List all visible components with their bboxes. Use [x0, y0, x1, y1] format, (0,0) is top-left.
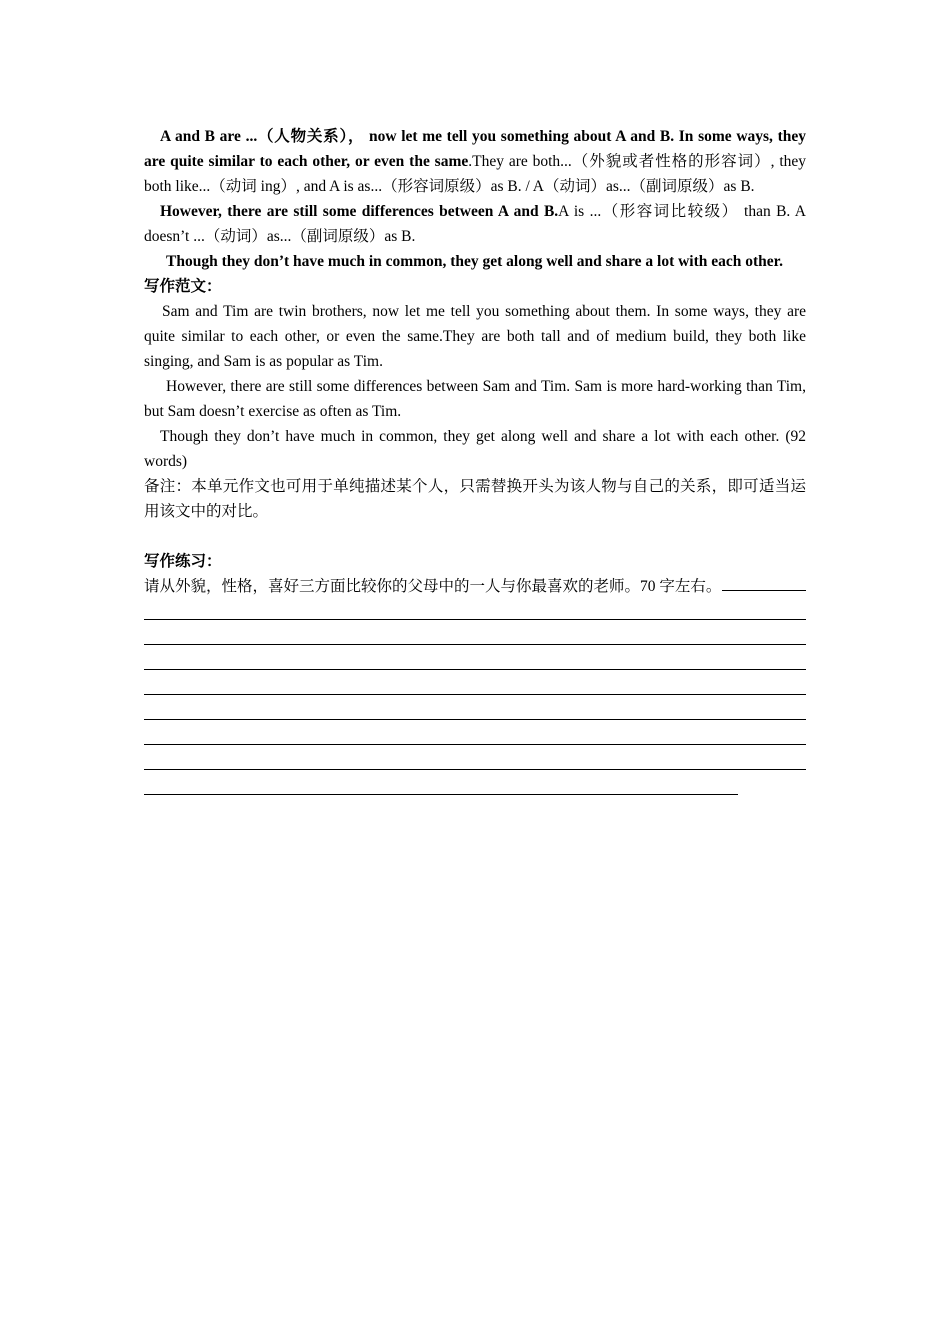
sample-paragraph-1: Sam and Tim are twin brothers, now let me tell you something about them. In some ways, they are quite similar to each other, or even the same.They are both tall and of medium build, they both like singing, and Sam is as popular as Tim. — [144, 303, 806, 370]
template-p2-text: A is ...（形容词比较级） than B. A doesn’t ...（动词）as...（副词原级）as B. — [144, 203, 807, 245]
practice-prompt: 请从外貌，性格，喜好三方面比较你的父母中的一人与你最喜欢的老师。70 字左右。 — [144, 578, 722, 595]
sample-note: 备注：本单元作文也可用于单纯描述某个人，只需替换开头为该人物与自己的关系，即可适当运用该文中的对比。 — [144, 478, 806, 520]
template-p1-bold: A and B are ...（人物关系）， now let me tell you something about A and B. In some ways, they are quite similar to each other, or even the same — [144, 128, 806, 170]
writing-line[interactable] — [144, 649, 806, 674]
sample-heading: 写作范文： — [144, 278, 222, 295]
template-p1-text: .They are both...（外貌或者性格的形容词）, they both like...（动词 ing）, and A is as...（形容词原级）as B. / A（动词）as...（副词原级）as B. — [144, 153, 807, 195]
writing-line[interactable] — [144, 749, 806, 774]
template-p3-bold: Though they don’t have much in common, they get along well and share a lot with each other. — [166, 253, 784, 270]
spacer — [144, 524, 806, 549]
sample-paragraph-3: Though they don’t have much in common, they get along well and share a lot with each other. (92 words) — [144, 428, 806, 470]
writing-line[interactable] — [144, 699, 806, 724]
template-p2-bold: However, there are still some differences between A and B. — [160, 203, 559, 220]
writing-line[interactable] — [144, 599, 806, 624]
template-paragraph-2 — [144, 199, 806, 249]
writing-line[interactable] — [144, 624, 806, 649]
practice-prompt-row — [144, 574, 806, 599]
writing-line[interactable] — [144, 724, 806, 749]
writing-line-last[interactable] — [144, 774, 806, 799]
writing-line[interactable] — [144, 674, 806, 699]
sample-paragraph-2: However, there are still some differences between Sam and Tim. Sam is more hard-working than Tim, but Sam doesn’t exercise as often as Tim. — [144, 378, 806, 420]
template-paragraph-1 — [144, 124, 806, 199]
writing-line-fill[interactable] — [722, 574, 806, 591]
document-page — [144, 124, 806, 799]
template-paragraph-3 — [144, 249, 806, 274]
practice-heading: 写作练习： — [144, 553, 222, 570]
